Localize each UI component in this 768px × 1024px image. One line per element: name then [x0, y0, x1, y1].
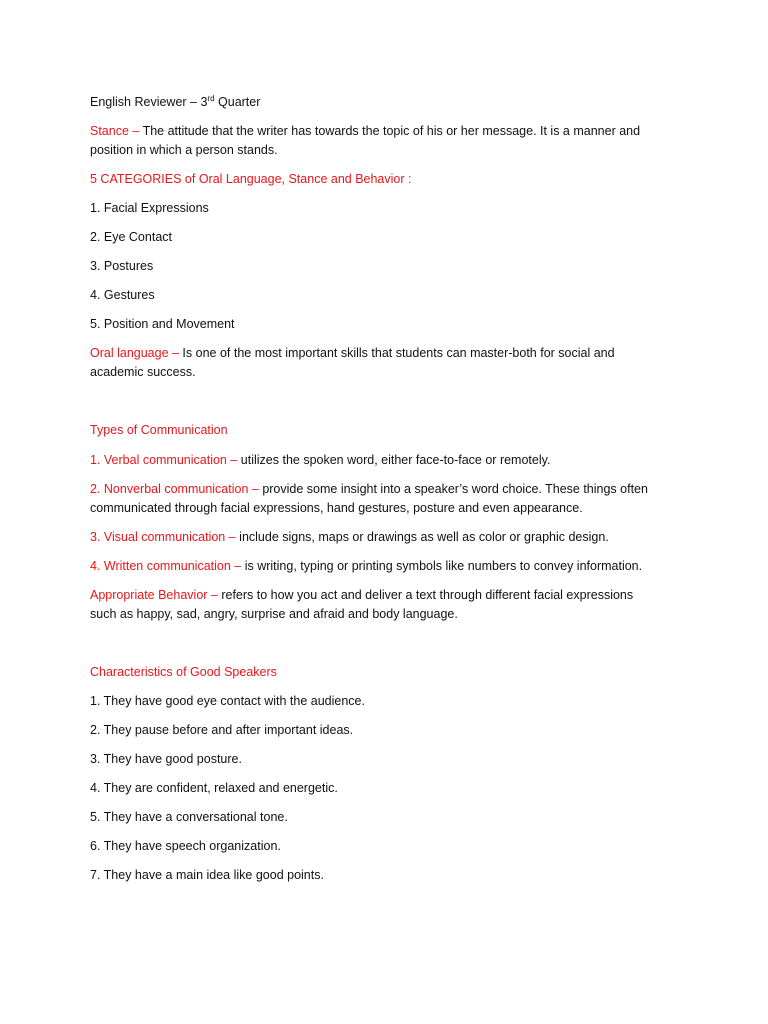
communication-type-line [90, 481, 690, 497]
communication-type-term: 2. Nonverbal communication – [90, 482, 259, 496]
speaker-trait-item: 7. They have a main idea like good points. [90, 868, 324, 882]
speaker-trait-item: 1. They have good eye contact with the audience. [90, 694, 365, 708]
appropriate-behavior-line-2 [90, 606, 690, 622]
category-item: 3. Postures [90, 259, 154, 273]
speaker-trait-item: 2. They pause before and after important ideas. [90, 723, 354, 737]
categories-heading: 5 CATEGORIES of Oral Language, Stance and Behavior : [90, 172, 412, 186]
communication-type-continuation [90, 500, 690, 516]
stance-term: Stance – [90, 124, 140, 138]
appropriate-behavior-text-2: such as happy, sad, angry, surprise and afraid and body language. [90, 607, 458, 621]
communication-type-line [90, 558, 690, 574]
oral-language-term: Oral language – [90, 346, 179, 360]
communication-type-text: utilizes the spoken word, either face-to-face or remotely. [237, 453, 551, 467]
title-suffix: Quarter [214, 95, 261, 109]
appropriate-behavior-line-1 [90, 587, 690, 603]
communication-type-text: include signs, maps or drawings as well as color or graphic design. [235, 530, 609, 544]
title-text: English Reviewer – 3 [90, 95, 208, 109]
appropriate-behavior-text-1: refers to how you act and deliver a text through different facial expressions [217, 588, 634, 602]
title-superscript: rd [207, 93, 215, 103]
speaker-trait-item: 3. They have good posture. [90, 752, 242, 766]
communication-type-term: 1. Verbal communication – [90, 453, 238, 467]
communication-type-line [90, 452, 690, 468]
oral-language-text-1: Is one of the most important skills that students can master-both for social and [178, 346, 615, 360]
category-item: 4. Gestures [90, 288, 155, 302]
communication-type-text: provide some insight into a speaker’s word choice. These things often [258, 482, 648, 496]
speaker-trait-item: 6. They have speech organization. [90, 839, 281, 853]
communication-type-line [90, 529, 690, 545]
communication-type-term: 4. Written communication – [90, 559, 242, 573]
communication-heading: Types of Communication [90, 423, 228, 437]
stance-definition-line-1 [90, 123, 690, 139]
document-title [90, 94, 690, 110]
communication-type-text: is writing, typing or printing symbols like numbers to convey information. [241, 559, 643, 573]
oral-language-text-2: academic success. [90, 365, 196, 379]
communication-type-term: 3. Visual communication – [90, 530, 236, 544]
oral-language-line-2 [90, 364, 690, 380]
category-item: 5. Position and Movement [90, 317, 235, 331]
speakers-heading: Characteristics of Good Speakers [90, 665, 277, 679]
category-item: 2. Eye Contact [90, 230, 172, 244]
oral-language-line-1 [90, 345, 690, 361]
speaker-trait-item: 5. They have a conversational tone. [90, 810, 288, 824]
stance-text-1: The attitude that the writer has towards the topic of his or her message. It is a manner and [139, 124, 641, 138]
speaker-trait-item: 4. They are confident, relaxed and energetic. [90, 781, 338, 795]
category-item: 1. Facial Expressions [90, 201, 209, 215]
communication-type-text: communicated through facial expressions, hand gestures, posture and even appearance. [90, 501, 583, 515]
appropriate-behavior-term: Appropriate Behavior – [90, 588, 218, 602]
stance-definition-line-2 [90, 142, 690, 158]
stance-text-2: position in which a person stands. [90, 143, 278, 157]
